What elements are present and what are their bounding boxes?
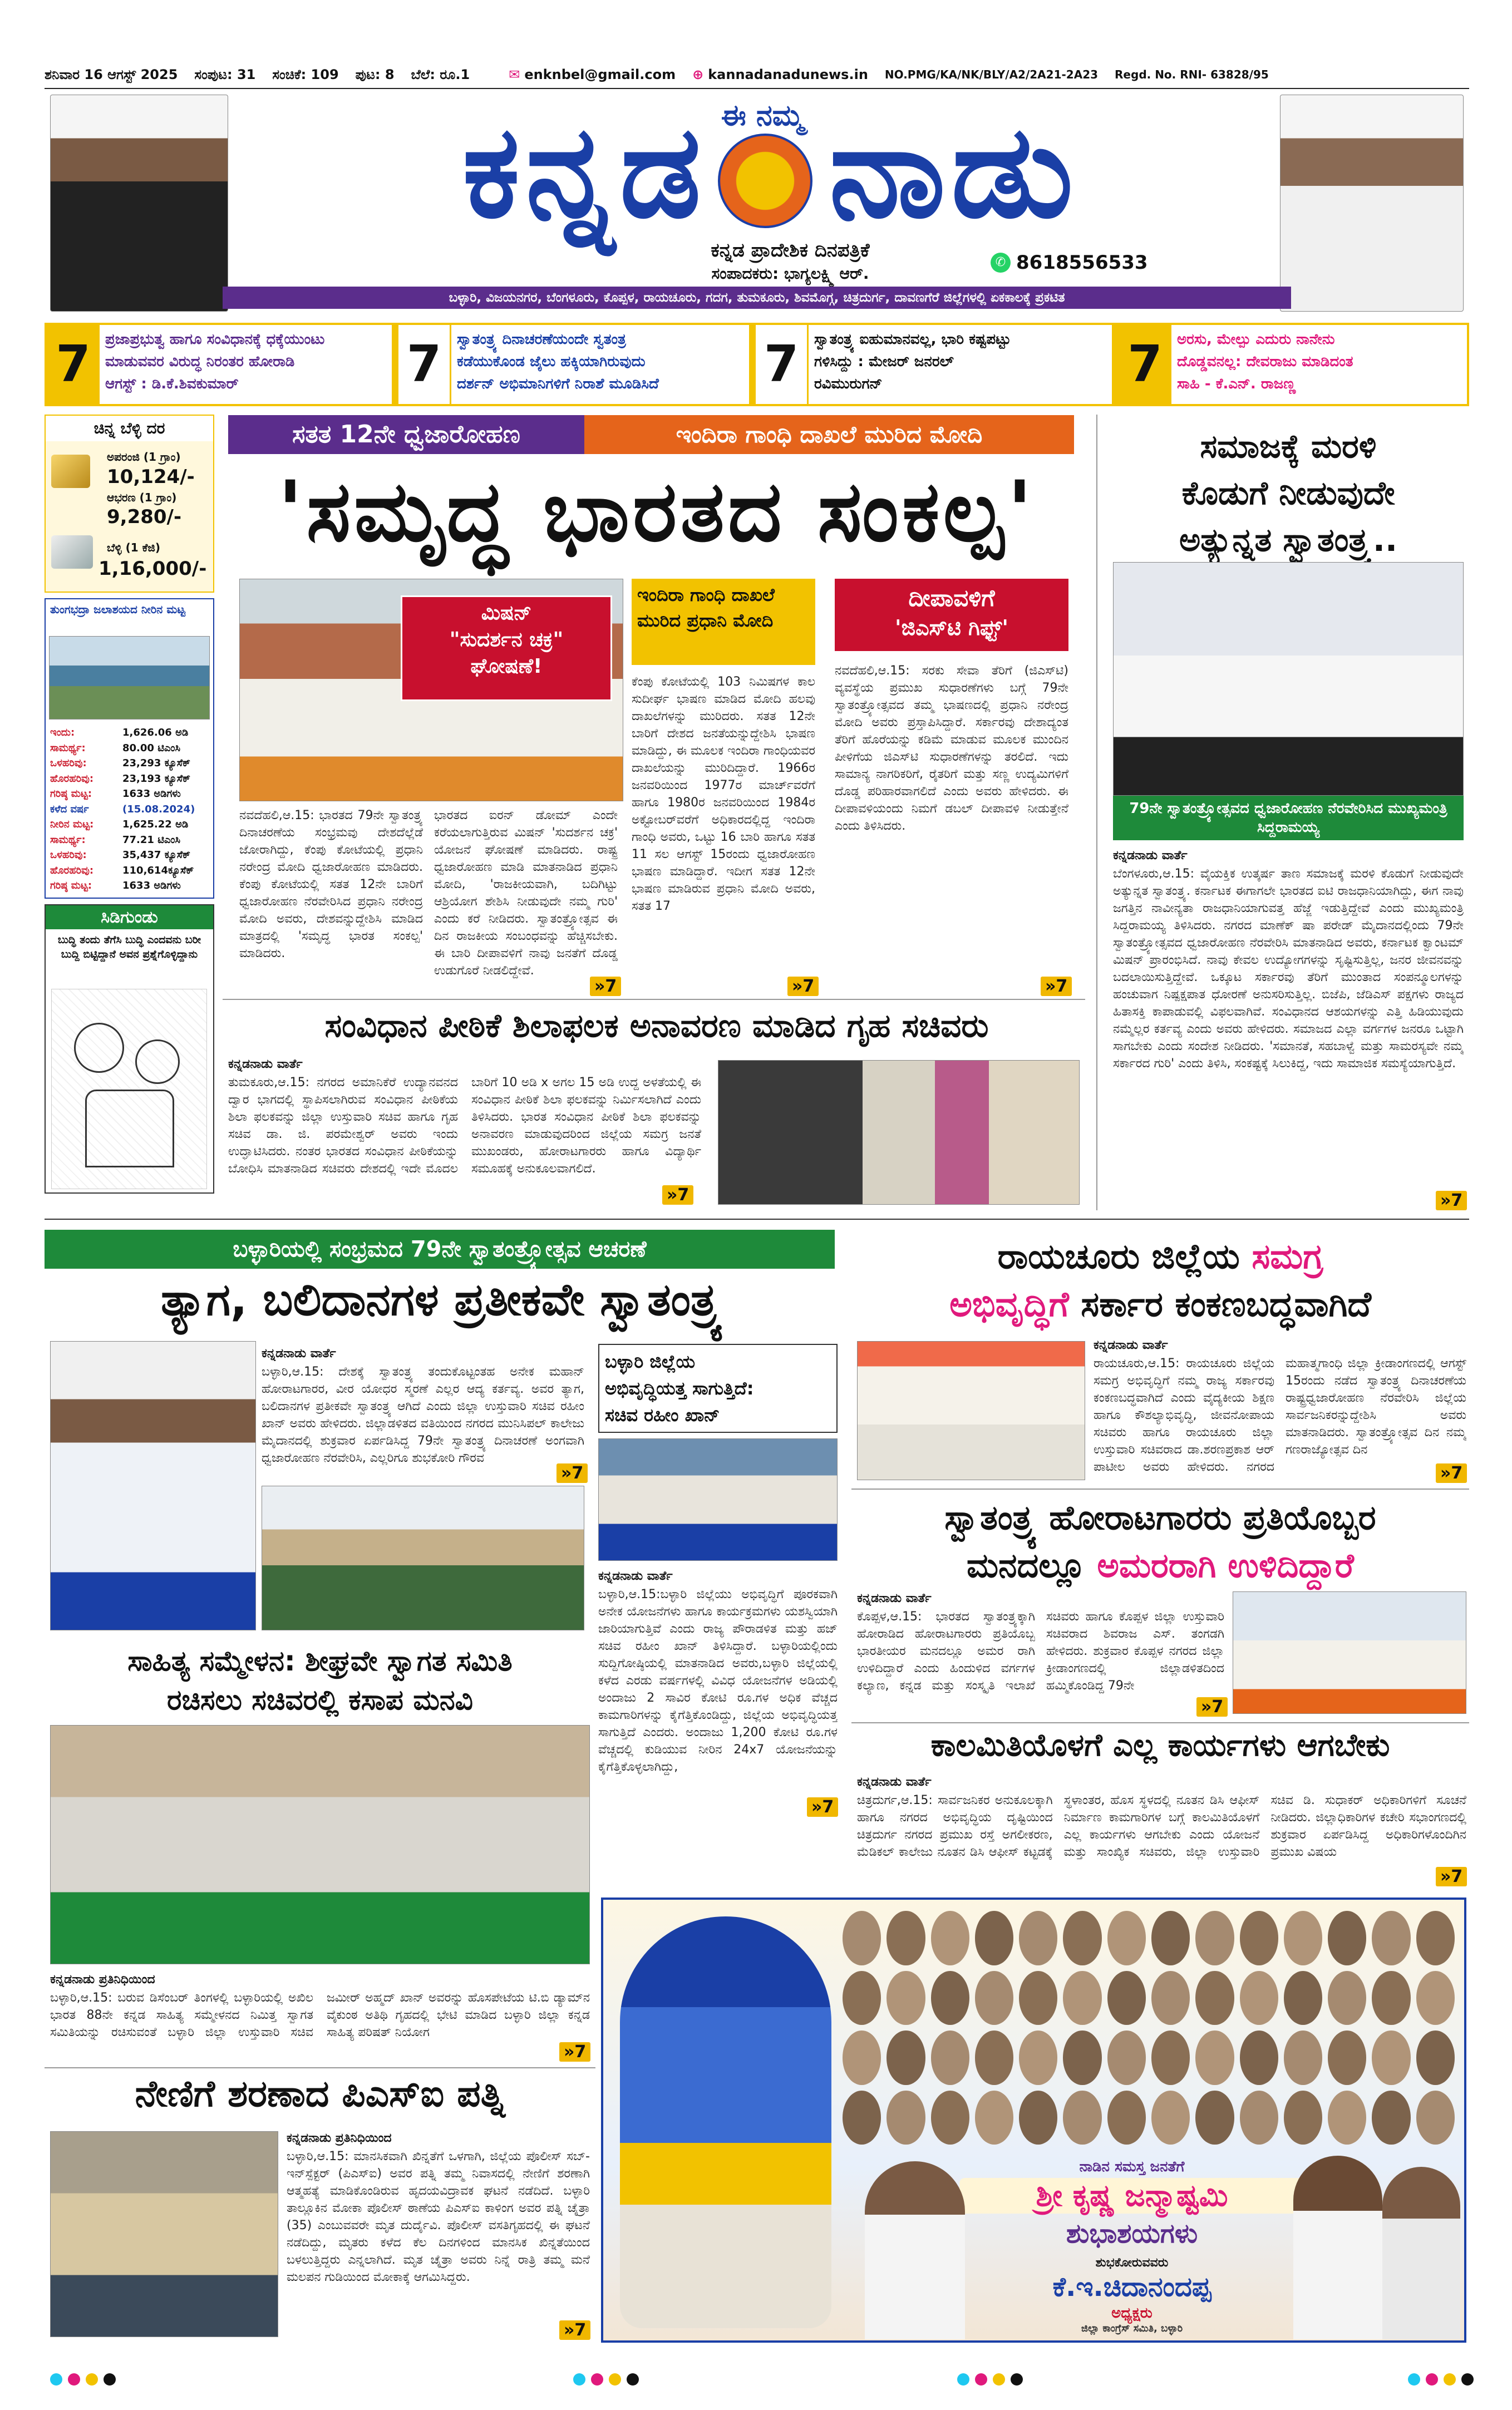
registration-marks-right xyxy=(1408,2373,1474,2386)
lead-text-col-4 xyxy=(835,662,1068,990)
teaser-item[interactable] xyxy=(756,325,1112,404)
registration-marks-left xyxy=(50,2373,116,2386)
price-title: ಚಿನ್ನ ಬೆಳ್ಳಿ ದರ xyxy=(46,416,213,441)
dam-stats xyxy=(50,725,211,894)
teaser-line: ಸಾಹಿ - ಕೆ.ಎನ್. ರಾಜಣ್ಣ xyxy=(1177,376,1296,392)
cartoon-box xyxy=(45,904,214,1194)
sahitya-headline-line-2: ರಚಿಸಲು ಸಚಿವರಲ್ಲಿ ಕಸಾಪ ಮನವಿ xyxy=(167,1684,473,1716)
teaser-line: ಪ್ರಜಾಪ್ರಭುತ್ವ ಹಾಗೂ ಸಂವಿಧಾನಕ್ಕೆ ಧಕ್ಕೆಯುಂಟು xyxy=(105,331,325,348)
dam-stat-value: 1,626.06 ಅಡಿ xyxy=(122,727,189,738)
gold24-value: 10,124/- xyxy=(107,466,195,488)
dam-stat-value: (15.08.2024) xyxy=(122,803,195,815)
continue-page-7[interactable]: »7 xyxy=(787,977,819,996)
issue-price: ಬೆಲೆ: ರೂ.1 xyxy=(411,67,470,82)
karnataka-emblem xyxy=(718,134,812,228)
portrait-left xyxy=(50,95,228,312)
dam-title: ತುಂಗಭದ್ರಾ ಜಲಾಶಯದ ನೀರಿನ ಮಟ್ಟ xyxy=(50,603,185,616)
contact-phone[interactable]: 8618556533 xyxy=(1016,252,1148,274)
registration-marks-center-left xyxy=(573,2373,639,2386)
lead-body: ನವದೆಹಲಿ,ಆ.15: ಭಾರತದ 79ನೇ ಸ್ವಾತಂತ್ರ್ಯ ದಿನಾಚರಣೆಯ ಸಂಭ್ರಮವು ದೇಶದೆಲ್ಲೆಡೆ ಜೋರಾಗಿದ್ದು, ಕೆಂಪು ಕೋಟೆಯಲ್ಲಿ ಪ್ರಧಾನಿ ನರೇಂದ್ರ ಮೋದಿ ಧ್ವಜಾರೋಹಣ ಮಾಡಿದರು. ಕೆಂಪು ಕೋಟೆಯಲ್ಲಿ ಸತತ 12ನೇ ಬಾರಿಗೆ ಧ್ವಜಾರೋಹಣ ನೆರವೇರಿಸಿದ ಪ್ರಧಾನಿ ನರೇಂದ್ರ ಮೋದಿ ಅವರು, ದೇಶವನ್ನುದ್ದೇಶಿಸಿ ಮಾಡಿದ ಮಾತ್ರದಲ್ಲಿ 'ಸಮೃದ್ಧ ಭಾರತ ಸಂಕಲ್ಪ' ಮಾಡಿದರು. xyxy=(239,809,423,960)
dam-stat-label: ಒಳಹರಿವು: xyxy=(50,849,87,861)
raichur-headline-part: ರಾಯಚೂರು ಜಿಲ್ಲೆಯ xyxy=(997,1236,1252,1277)
registration-marks-center-right xyxy=(957,2373,1023,2386)
bellary-subbox-line-1: ಬಳ್ಳಾರಿ ಜಿಲ್ಲೆಯ xyxy=(605,1351,695,1372)
lead-text-col-2 xyxy=(434,807,618,990)
lead-body: ಕೆಂಪು ಕೋಟೆಯಲ್ಲಿ 103 ನಿಮಿಷಗಳ ಕಾಲ ಸುದೀರ್ಘ ಭಾಷಣ ಮಾಡಿದ ಮೋದಿ ಹಲವು ದಾಖಲೆಗಳನ್ನು ಮುರಿದರು. ಸತತ 12ನೇ ಬಾರಿಗೆ ದೇಶದ ಜನತೆಯನ್ನುದ್ದೇಶಿಸಿ ಭಾಷಣ ಮಾಡಿದ್ದು, ಈ ಮೂಲಕ ಇಂದಿರಾ ಗಾಂಧಿಯವರ ದಾಖಲೆಯನ್ನು ಮುರಿದಿದ್ದಾರೆ. 1966ರ ಜನವರಿಯಿಂದ 1977ರ ಮಾರ್ಚ್‌ವರೆಗೆ ಹಾಗೂ 1980ರ ಜನವರಿಯಿಂದ 1984ರ ಅಕ್ಟೋಬರ್‌ವರೆಗೆ ಅಧಿಕಾರದಲ್ಲಿದ್ದ ಇಂದಿರಾ ಗಾಂಧಿ ಅವರು, ಒಟ್ಟು 16 ಬಾರಿ ಹಾಗೂ ಸತತ 11 ಸಲ ಆಗಸ್ಟ್ 15ರಂದು ಧ್ವಜಾರೋಹಣ ಭಾಷಣ ಮಾಡಿದ್ದಾರೆ. ಇದೀಗ ಸತತ 12ನೇ ಭಾಷಣ ಮಾಡಿರುವ ಪ್ರಧಾನಿ ಮೋದಿ ಅವರು, ಸತತ 17 xyxy=(632,675,815,913)
teaser-item[interactable] xyxy=(1119,325,1467,404)
cm-headline-line-3: ಅತ್ಯುನ್ನತ ಸ್ವಾತಂತ್ರ್ಯ.. xyxy=(1179,521,1398,559)
ad-greeting-pre: ನಾಡಿನ ಸಮಸ್ತ ಜನತೆಗೆ xyxy=(1079,2158,1185,2175)
koppal-byline: ಕನ್ನಡನಾಡು ವಾರ್ತೆ xyxy=(857,1591,932,1605)
sahitya-text xyxy=(50,1989,590,2059)
ad-leader-photo-far-right xyxy=(1382,2167,1460,2339)
ad-greeting-sub: ಶುಭಾಶಯಗಳು xyxy=(1066,2218,1198,2249)
portrait-right xyxy=(1280,95,1464,312)
cm-photo xyxy=(1113,562,1464,796)
continue-page-7[interactable]: »7 xyxy=(1196,1697,1228,1717)
cartoon-drawing xyxy=(51,989,207,1189)
kalamiti-body: ಚಿತ್ರದುರ್ಗ,ಆ.15: ಸಾರ್ವಜನಿಕರ ಅನುಕೂಲಕ್ಕಾಗಿ ಹಾಗೂ ನಗರದ ಅಭಿವೃದ್ಧಿಯ ದೃಷ್ಟಿಯಿಂದ ಚಿತ್ರದುರ್ಗ ನಗರದ ಪ್ರಮುಖ ರಸ್ತೆ ಅಗಲೀಕರಣ, ಮೆಡಿಕಲ್ ಕಾಲೇಜು ನೂತನ ಡಿಸಿ ಆಫೀಸ್ ಕಟ್ಟಡಕ್ಕೆ ಸ್ಥಳಾಂತರ, ಹೊಸ ಸ್ಥಳದಲ್ಲಿ ನೂತನ ಡಿಸಿ ಆಫೀಸ್ ನಿರ್ಮಾಣ ಕಾಮಗಾರಿಗಳ ಬಗ್ಗೆ ಕಾಲಮಿತಿಯೊಳಗೆ ಎಲ್ಲ ಕಾರ್ಯಗಳು ಆಗಬೇಕು ಎಂದು ಯೋಜನೆ ಮತ್ತು ಸಾಂಖ್ಯಿಕ ಸಚಿವರು, ಜಿಲ್ಲಾ ಉಸ್ತುವಾರಿ ಸಚಿವ ಡಿ. ಸುಧಾಕರ್ ಅಧಿಕಾರಿಗಳಿಗೆ ಸೂಚನೆ ನೀಡಿದರು. ಜಿಲ್ಲಾಧಿಕಾರಿಗಳ ಕಚೇರಿ ಸಭಾಂಗಣದಲ್ಲಿ ಶುಕ್ರವಾರ ಏರ್ಪಡಿಸಿದ್ದ ಅಧಿಕಾರಿಗಳೊಂದಿಗಿನ ಪ್ರಮುಖ ವಿಷಯ xyxy=(857,1793,1466,1859)
cm-body: ಬೆಂಗಳೂರು,ಆ.15: ವೈಯಕ್ತಿಕ ಉತ್ಕರ್ಷ ತಾಣ ಸಮಾಜಕ್ಕೆ ಮರಳಿ ಕೊಡುಗೆ ನೀಡುವುದೇ ಅತ್ಯುನ್ನತ ಸ್ವಾತಂತ್ರ್ಯ. ಕರ್ನಾಟಕ ಈಗಾಗಲೇ ಭಾರತದ ಐಟಿ ರಾಜಧಾನಿಯಾಗಿದ್ದು, ಈಗ ನಾವು ಜಗತ್ತಿನ ನಾವೀನ್ಯತಾ ರಾಜಧಾನಿಯಾಗುವತ್ತ ಹೆಜ್ಜೆ ಇಡುತ್ತಿದ್ದೇವೆ ಎಂದು ಮುಖ್ಯಮಂತ್ರಿ ಸಿದ್ದರಾಮಯ್ಯ ತಿಳಿಸಿದರು. ನಗರದ ಮಾಣೆಕ್ ಷಾ ಪರೇಡ್ ಮೈದಾನದಲ್ಲಿಂದು 79ನೇ ಸ್ವಾತಂತ್ರ್ಯೋತ್ಸವದ ಧ್ವಜಾರೋಹಣ ನೆರವೇರಿಸಿ ಮಾತನಾಡಿದ ಅವರು, ಕರ್ನಾಟಕ ಕ್ವಾಂಟಮ್ ಮಿಷನ್ ಪ್ರಾರಂಭಿಸಿದೆ. ನಾವು ಕೇವಲ ಉದ್ಯೋಗಗಳನ್ನು ಸೃಷ್ಟಿಸುತ್ತಿಲ್ಲ, ಜನರ ಜೀವನವನ್ನು ಬದಲಾಯಿಸುತ್ತಿದ್ದೇವೆ. ಒಕ್ಕೂಟ ಸರ್ಕಾರವು ತೆರಿಗೆ ಮುಂತಾದ ಸಂಪನ್ಮೂಲಗಳನ್ನು ಹಂಚುವಾಗ ನಿಷ್ಪಕ್ಷಪಾತ ಧೋರಣೆ ಅನುಸರಿಸುತ್ತಿಲ್ಲ. ಬಿಜೆಪಿ, ಜೆಡಿಎಸ್ ಪಕ್ಷಗಳು ರಾಜ್ಯದ ಹಿತಾಸಕ್ತಿ ಕಾಪಾಡುವಲ್ಲಿ ವಿಫಲವಾಗಿವೆ. ಸಂವಿಧಾನದ ಆಶಯಗಳನ್ನು ಎತ್ತಿ ಹಿಡಿಯುವುದು ನಮ್ಮೆಲ್ಲರ ಕರ್ತವ್ಯ ಎಂದು ಅವರು ಹೇಳಿದರು. ಸಮಾಜದ ಎಲ್ಲಾ ವರ್ಗಗಳ ಜನರೂ ಒಟ್ಟಾಗಿ ಸಾಗಬೇಕು ಎಂದು ಸಂದೇಶ ನೀಡಿದರು. 'ಸಮಾನತೆ, ಸಹಬಾಳ್ವೆ ಮತ್ತು ಸಾಮರಸ್ಯವೇ ನಮ್ಮ ಸರ್ಕಾರದ ಗುರಿ' ಎಂದು ತಿಳಿಸಿ, ಸಂಕಷ್ಟಕ್ಕೆ ಸಿಲುಕಿದ್ದ, ಇದು ಸಾಮಾಜಿಕ ಸಮಸ್ಯೆಯಾಗುತ್ತಿದೆ. xyxy=(1113,867,1464,1071)
page-count: ಪುಟ: 8 xyxy=(355,67,395,82)
bellary-speaker-photo xyxy=(50,1341,256,1630)
sahitya-byline: ಕನ್ನಡನಾಡು ಪ್ರತಿನಿಧಿಯಿಂದ xyxy=(50,1973,155,1987)
title-pre: ಈ ನಮ್ಮ xyxy=(721,99,804,132)
continue-page-7[interactable]: »7 xyxy=(662,1185,693,1205)
cm-headline-line-2: ಕೊಡುಗೆ ನೀಡುವುದೇ xyxy=(1181,474,1395,512)
leader-photos-grid xyxy=(843,1911,1455,2145)
kalamiti-text xyxy=(857,1792,1466,1886)
cartoon-caption: ಬುದ್ಧಿ ತಂದು ತೆಗೆಸಿ ಬುದ್ಧಿ ಎಂದವನು ಬರೀ ಬುದ್ದಿ ಬಿಟ್ಟಿದ್ದಾನೆ ಅವನ ಪ್ರಶ್ನೆಗೊಳ್ಳಿದ್ದಾನು xyxy=(57,934,201,960)
districts-banner xyxy=(223,287,1291,309)
price-box xyxy=(45,415,214,593)
dam-stat-value: 1,625.22 ಅಡಿ xyxy=(122,819,189,830)
samvidhana-text xyxy=(228,1074,701,1202)
bellary-parade-photo xyxy=(262,1486,584,1630)
koppal-body: ಕೊಪ್ಪಳ,ಆ.15: ಭಾರತದ ಸ್ವಾತಂತ್ರ್ಯಕ್ಕಾಗಿ ಹೋರಾಡಿದ ಹೋರಾಟಗಾರರು ಪ್ರತಿಯೊಬ್ಬ ಭಾರತೀಯರ ಮನದಲ್ಲೂ ಅಮರ ರಾಗಿ ಉಳಿದಿದ್ದಾರೆ ಎಂದು ಹಿಂದುಳಿದ ವರ್ಗಗಳ ಕಲ್ಯಾಣ, ಕನ್ನಡ ಮತ್ತು ಸಂಸ್ಕೃತಿ ಇಲಾಖೆ ಸಚಿವರು ಹಾಗೂ ಕೊಪ್ಪಳ ಜಿಲ್ಲಾ ಉಸ್ತುವಾರಿ ಸಚಿವರಾದ ಶಿವರಾಜ ಎಸ್. ತಂಗಡಗಿ ಹೇಳಿದರು. ಶುಕ್ರವಾರ ಕೊಪ್ಪಳ ನಗರದ ಜಿಲ್ಲಾ ಕ್ರೀಡಾಂಗಣದಲ್ಲಿ ಜಿಲ್ಲಾಡಳಿತದಿಂದ ಹಮ್ಮಿಕೊಂಡಿದ್ದ 79ನೇ xyxy=(857,1610,1224,1693)
teaser-line: ಅರಸು, ಮೇಲ್ಪು ಎದುರು ನಾನೇನು xyxy=(1177,331,1335,348)
kalamiti-byline: ಕನ್ನಡನಾಡು ವಾರ್ತೆ xyxy=(857,1775,932,1789)
issue-number: ಸಂಚಿಕೆ: 109 xyxy=(272,67,339,82)
issue-date: ಶನಿವಾರ 16 ಆಗಸ್ಟ್ 2025 xyxy=(45,67,178,82)
koppal-headline-accent: ಅಮರರಾಗಿ ಉಳಿದಿದ್ದಾರೆ xyxy=(1097,1546,1354,1585)
continue-page-7[interactable]: »7 xyxy=(556,1463,588,1483)
dam-stat-label: ಇಂದು: xyxy=(50,727,75,738)
dam-stat-value: 1633 ಅಡಿಗಳು xyxy=(122,788,181,800)
koppal-photo xyxy=(1233,1591,1466,1714)
silver-bars-icon xyxy=(51,535,93,569)
silver-value: 1,16,000/- xyxy=(98,558,207,580)
section-rule xyxy=(851,1489,1469,1490)
teaser-line: ಗಳಿಸಿದ್ದು : ಮೇಜರ್ ಜನರಲ್ xyxy=(814,353,954,370)
dam-stat-label: ಗರಿಷ್ಠ ಮಟ್ಟ: xyxy=(50,880,92,891)
koppal-headline-part: ಮನದಲ್ಲೂ xyxy=(967,1546,1097,1585)
lead-text-col-1 xyxy=(239,807,423,990)
ad-sponsor-org: ಜಿಲ್ಲಾ ಕಾಂಗ್ರೆಸ್ ಸಮಿತಿ, ಬಳ್ಳಾರಿ xyxy=(1081,2323,1183,2334)
bellary-kicker: ಬಳ್ಳಾರಿಯಲ್ಲಿ ಸಂಭ್ರಮದ 79ನೇ ಸ್ವಾತಂತ್ರ್ಯೋತ್ಸವ ಆಚರಣೆ xyxy=(45,1230,835,1269)
bellary-byline: ಕನ್ನಡನಾಡು ವಾರ್ತೆ xyxy=(262,1347,336,1361)
kalamiti-headline: ಕಾಲಮಿತಿಯೊಳಗೆ ಎಲ್ಲ ಕಾರ್ಯಗಳು ಆಗಬೇಕು xyxy=(930,1727,1390,1763)
ad-leader-photo-right xyxy=(1293,2156,1382,2339)
lead-body: ನವದೆಹಲಿ,ಆ.15: ಸರಕು ಸೇವಾ ತೆರಿಗೆ (ಜಿಎಸ್‌ಟಿ) ವ್ಯವಸ್ಥೆಯ ಪ್ರಮುಖ ಸುಧಾರಣೆಗಳು ಬಗ್ಗೆ 79ನೇ ಸ್ವಾತಂತ್ರ್ಯೋತ್ಸವದ ತಮ್ಮ ಭಾಷಣದಲ್ಲಿ ಪ್ರಧಾನಿ ನರೇಂದ್ರ ಮೋದಿ ಅವರು ಪ್ರಸ್ತಾಪಿಸಿದ್ದಾರೆ. ಸರ್ಕಾರವು ದೇಶಾದ್ಯಂತ ತೆರಿಗೆ ಹೊರೆಯನ್ನು ಕಡಿಮೆ ಮಾಡುವ ಮೂಲಕ ಮುಂದಿನ ಪೀಳಿಗೆಯ ಜಿಎಸ್‌ಟಿ ಸುಧಾರಣೆಗಳನ್ನು ತರಲಿದೆ. ಇದು ಸಾಮಾನ್ಯ ನಾಗರಿಕರಿಗೆ, ರೈತರಿಗೆ ಮತ್ತು ಸಣ್ಣ ಉದ್ಯಮಿಗಳಿಗೆ ದೊಡ್ಡ ಪರಿಹಾರವಾಗಲಿದೆ ಎಂದು ಅವರು ಹೇಳಿದರು. ಈ ದೀಪಾವಳಿಯಂದು ನಿಮಗೆ ಡಬಲ್ ದೀಪಾವಳಿ ನೀಡುತ್ತೇನೆ ಎಂದು ತಿಳಿಸಿದರು. xyxy=(835,664,1068,833)
bellary-byline-2: ಕನ್ನಡನಾಡು ವಾರ್ತೆ xyxy=(598,1569,673,1583)
raichur-body: ರಾಯಚೂರು,ಆ.15: ರಾಯಚೂರು ಜಿಲ್ಲೆಯ ಸಮಗ್ರ ಅಭಿವೃದ್ಧಿಗೆ ನಮ್ಮ ರಾಜ್ಯ ಸರ್ಕಾರವು ಕಂಕಣಬದ್ಧವಾಗಿದೆ ಎಂದು ವೈದ್ಯಕೀಯ ಶಿಕ್ಷಣ ಹಾಗೂ ಕೌಶಲ್ಯಾಭಿವೃದ್ಧಿ, ಜೀವನೋಪಾಯ ಸಚಿವರು ಹಾಗೂ ರಾಯಚೂರು ಜಿಲ್ಲಾ ಉಸ್ತುವಾರಿ ಸಚಿವರಾದ ಡಾ.ಶರಣಪ್ರಕಾಶ ಆರ್ ಪಾಟೀಲ ಅವರು ಹೇಳಿದರು. ನಗರದ ಮಹಾತ್ಮಗಾಂಧಿ ಜಿಲ್ಲಾ ಕ್ರೀಡಾಂಗಣದಲ್ಲಿ ಆಗಸ್ಟ್ 15ರಂದು ನಡೆದ ಸ್ವಾತಂತ್ರ್ಯ ದಿನಾಚರಣೆಯ ರಾಷ್ಟ್ರಧ್ವಜಾರೋಹಣ ನೆರವೇರಿಸಿ ಜಿಲ್ಲೆಯ ಸಾರ್ವಜನಿಕರನ್ನುದ್ದೇಶಿಸಿ ಅವರು ಮಾತನಾಡಿದರು. ಸ್ವಾತಂತ್ರ್ಯೋತ್ಸವ ದಿನ ನಮ್ಮ ಗಣರಾಜ್ಯೋತ್ಸವ ದಿನ xyxy=(1094,1357,1466,1474)
cm-byline: ಕನ್ನಡನಾಡು ವಾರ್ತೆ xyxy=(1113,849,1188,863)
teaser-page-number: 7 xyxy=(398,325,451,404)
dam-photo xyxy=(49,636,210,719)
continue-page-7[interactable]: »7 xyxy=(1041,977,1072,996)
dam-stat-value: 80.00 ಟಿಎಂಸಿ xyxy=(122,742,181,754)
teaser-page-number: 7 xyxy=(47,325,100,404)
teaser-item[interactable] xyxy=(47,325,392,404)
masthead-title-right: ನಾಡು xyxy=(829,98,1079,247)
raichur-headline-accent: ಅಭಿವೃದ್ಧಿಗೆ xyxy=(949,1284,1069,1324)
cm-text xyxy=(1113,865,1464,1205)
samvidhana-body: ತುಮಕೂರು,ಆ.15: ನಗರದ ಅಮಾನಿಕೆರೆ ಉದ್ಯಾನವನದ ದ್ವಾರ ಭಾಗದಲ್ಲಿ ಸ್ಥಾಪಿಸಲಾಗಿರುವ ಸಂವಿಧಾನ ಪೀಠಿಕೆಯ ಶಿಲಾ ಫಲಕವನ್ನು ಜಿಲ್ಲಾ ಉಸ್ತುವಾರಿ ಸಚಿವ ಹಾಗೂ ಗೃಹ ಸಚಿವ ಡಾ. ಜಿ. ಪರಮೇಶ್ವರ್ ಅವರು ಇಂದು ಉದ್ಘಾಟಿಸಿದರು. ನಂತರ ಭಾರತದ ಸಂವಿಧಾನ ಪೀಠಿಕೆಯನ್ನು ಬೋಧಿಸಿ ಮಾತನಾಡಿದ ಸಚಿವರು ದೇಶದಲ್ಲಿ ಇದೇ ಮೊದಲ ಬಾರಿಗೆ 10 ಅಡಿ x ಅಗಲ 15 ಅಡಿ ಉದ್ದ ಅಳತೆಯಲ್ಲಿ ಈ ಸಂವಿಧಾನ ಪೀಠಿಕೆ ಶಿಲಾ ಫಲಕವನ್ನು ನಿರ್ಮಿಸಲಾಗಿದೆ ಎಂದು ತಿಳಿಸಿದರು. ಭಾರತ ಸಂವಿಧಾನ ಪೀಠಿಕೆ ಶಿಲಾ ಫಲಕವನ್ನು ಅನಾವರಣ ಮಾಡುವುದರಿಂದ ಜಿಲ್ಲೆಯ ಸಮಗ್ರ ಜನತೆ ಮುಖಂಡರು, ಹೋರಾಟಗಾರರು ಹಾಗೂ ವಿದ್ಯಾರ್ಥಿ ಸಮೂಹಕ್ಕೆ ಅನುಕೂಲವಾಗಲಿದೆ. xyxy=(228,1076,701,1176)
masthead-tagline: ಕನ್ನಡ ಪ್ರಾದೇಶಿಕ ದಿನಪತ್ರಿಕೆ xyxy=(711,239,870,262)
samvidhana-headline: ಸಂವಿಧಾನ ಪೀಠಿಕೆ ಶಿಲಾಫಲಕ ಅನಾವರಣ ಮಾಡಿದ ಗೃಹ ಸಚಿವರು xyxy=(324,1007,989,1044)
section-rule xyxy=(223,999,1085,1000)
rni-reg-no: Regd. No. RNI- 63828/95 xyxy=(1115,68,1269,81)
psi-text xyxy=(287,2148,590,2334)
koppal-headline-line-1: ಸ್ವಾತಂತ್ರ್ಯ ಹೋರಾಟಗಾರರು ಪ್ರತಿಯೊಬ್ಬರ xyxy=(944,1499,1376,1537)
raichur-headline-accent: ಸಮಗ್ರ xyxy=(1252,1236,1323,1277)
gold22-label: ಆಭರಣ (1 ಗ್ರಾಂ) xyxy=(107,491,177,504)
cm-column-frame xyxy=(1096,415,1097,1210)
masthead-title-left: ಕನ್ನಡ xyxy=(462,98,707,247)
continue-page-7[interactable]: »7 xyxy=(1436,1191,1467,1210)
bellary-body: ಬಳ್ಳಾರಿ,ಆ.15: ದೇಶಕ್ಕೆ ಸ್ವಾತಂತ್ರ್ಯ ತಂದುಕೊಟ್ಟಂತಹ ಅನೇಕ ಮಹಾನ್ ಹೋರಾಟಗಾರರ, ವೀರ ಯೋಧರ ಸ್ಮರಣೆ ಎಲ್ಲರ ಆದ್ಯ ಕರ್ತವ್ಯ. ಅವರ ತ್ಯಾಗ, ಬಲಿದಾನಗಳ ಪ್ರತೀಕವೇ ಸ್ವಾತಂತ್ರ್ಯ ಆಗಿದೆ ಎಂದು ಜಿಲ್ಲಾ ಉಸ್ತುವಾರಿ ಸಚಿವ ರಹೀಂ ಖಾನ್ ಅವರು ಹೇಳಿದರು. ಜಿಲ್ಲಾಡಳಿತದ ವತಿಯಿಂದ ನಗರದ ಮುನಿಸಿಪಲ್ ಕಾಲೇಜು ಮೈದಾನದಲ್ಲಿ ಶುಕ್ರವಾರ ಏರ್ಪಡಿಸಿದ್ದ 79ನೇ ಸ್ವಾತಂತ್ರ್ಯ ದಿನಾಚರಣೆ ಅಂಗವಾಗಿ ಧ್ವಜಾರೋಹಣ ನೆರವೇರಿಸಿ, ಎಲ್ಲರಿಗೂ ಶುಭಕೋರಿ ಗೌರವ xyxy=(262,1365,584,1465)
silver-label: ಬೆಳ್ಳಿ (1 ಕೆಜಿ) xyxy=(107,541,160,554)
email-icon: ✉ xyxy=(509,67,520,82)
raichur-headline-part: ಸರ್ಕಾರ ಕಂಕಣಬದ್ಧವಾಗಿದೆ xyxy=(1068,1284,1371,1324)
sahitya-headline xyxy=(45,1642,595,1719)
lead-body: ಭಾರತದ ಐರನ್ ಡೋಮ್ ಎಂದೇ ಕರೆಯಲಾಗುತ್ತಿರುವ ಮಿಷನ್ 'ಸುದರ್ಶನ ಚಕ್ರ' ಯೋಜನೆ ಘೋಷಣೆ ಮಾಡಿದರು. ರಾಷ್ಟ್ರ ಧ್ವಜಾರೋಹಣ ಮಾಡಿ ಮಾತನಾಡಿದ ಪ್ರಧಾನಿ ಮೋದಿ, 'ರಾಜಕೀಯವಾಗಿ, ಬದಿಗಿಟ್ಟು ಆಶ್ರಿಯೋಗ ಶೇಶಿಸಿ ನೀಡುವುದೇ ನಮ್ಮ ಗುರಿ' ಎಂದು ಕರೆ ನೀಡಿದರು. ಸ್ವಾತಂತ್ರ್ಯೋತ್ಸವ ಈ ದಿನ ರಾಜಕೀಯ ಸಂಬಂಧವನ್ನು ಹೆಚ್ಚಿಸಬೇಕು. ಈ ಬಾರಿ ದೀಪಾವಳಿಗೆ ನಾವು ಜನತೆಗೆ ದೊಡ್ಡ ಉಡುಗೊರೆ ನೀಡಲಿದ್ದೇವೆ. xyxy=(434,809,618,978)
dam-stat-value: 35,437 ಕ್ಯೂಸೆಕ್ xyxy=(122,849,191,861)
issue-volume: ಸಂಪುಟ: 31 xyxy=(194,67,256,82)
top-rule xyxy=(45,88,1469,89)
phone-block xyxy=(991,252,1158,274)
masthead-top-bar xyxy=(45,62,1469,87)
koppal-headline xyxy=(851,1494,1469,1590)
diwali-line-2: 'ಜಿಎಸ್‌ಟಿ ಗಿಫ್ಟ್' xyxy=(895,615,1008,640)
bellary-body-2: ಬಳ್ಳಾರಿ,ಆ.15:ಬಳ್ಳಾರಿ ಜಿಲ್ಲೆಯು ಅಭಿವೃದ್ಧಿಗೆ ಪೂರಕವಾಗಿ ಅನೇಕ ಯೋಜನೆಗಳು ಹಾಗೂ ಕಾರ್ಯಕ್ರಮಗಳು ಯಶಸ್ವಿಯಾಗಿ ಜಾರಿಯಾಗುತ್ತಿವೆ ಎಂದು ರಾಜ್ಯ ಪೌರಾಡಳಿತ ಮತ್ತು ಹಜ್ ಸಚಿವ ರಹೀಂ ಖಾನ್ ತಿಳಿಸಿದ್ದಾರೆ. ಬಳ್ಳಾರಿಯಲ್ಲಿಂದು ಸುದ್ದಿಗೋಷ್ಠಿಯಲ್ಲಿ ಮಾತನಾಡಿದ ಅವರು,ಬಳ್ಳಾರಿ ಜಿಲ್ಲೆಯಲ್ಲಿ ಕಳೆದ ಎರಡು ವರ್ಷಗಳಲ್ಲಿ ವಿವಿಧ ಯೋಜನೆಗಳ ಅಡಿಯಲ್ಲಿ ಅಂದಾಜು 2 ಸಾವಿರ ಕೋಟಿ ರೂ.ಗಳ ಅಧಿಕ ವೆಚ್ಚದ ಕಾಮಗಾರಿಗಳನ್ನು ಕೈಗೆತ್ತಿಕೊಂಡಿದ್ದು, ಜಿಲ್ಲೆಯ ಅಭಿವೃದ್ಧಿಯತ್ತ ಸಾಗುತ್ತಿದೆ ಎಂದರು. ಅಂದಾಜು 1,200 ಕೋಟಿ ರೂ.ಗಳ ವೆಚ್ಚದಲ್ಲಿ ಕುಡಿಯುವ ನೀರಿನ 24x7 ಯೋಜನೆಯನ್ನು ಕೈಗೆತ್ತಿಕೊಳ್ಳಲಾಗಿದ್ದು, xyxy=(598,1588,838,1774)
dam-stat-label: ಹೊರಹರಿವು: xyxy=(50,864,94,876)
diwali-line-1: ದೀಪಾವಳಿಗೆ xyxy=(908,584,995,612)
continue-page-7[interactable]: »7 xyxy=(807,1797,838,1817)
lead-kicker-2: ಇಂದಿರಾ ಗಾಂಧಿ ದಾಖಲೆ ಮುರಿದ ಮೋದಿ xyxy=(584,415,1074,454)
psi-body: ಬಳ್ಳಾರಿ,ಆ.15: ಮಾನಸಿಕವಾಗಿ ಖಿನ್ನತೆಗೆ ಒಳಗಾಗಿ, ಜಿಲ್ಲೆಯ ಪೊಲೀಸ್ ಸಬ್-ಇನ್‌ಸ್ಪೆಕ್ಟರ್ (ಪಿಎಸ್‌ಐ) ಅವರ ಪತ್ನಿ ತಮ್ಮ ನಿವಾಸದಲ್ಲಿ ನೇಣಿಗೆ ಶರಣಾಗಿ ಆತ್ಮಹತ್ಯೆ ಮಾಡಿಕೊಂಡಿರುವ ಹೃದಯವಿದ್ರಾವಕ ಘಟನೆ ನಡೆದಿದೆ. ಬಳ್ಳಾರಿ ತಾಲ್ಲೂಕಿನ ಮೋಕಾ ಪೊಲೀಸ್ ಠಾಣೆಯ ಪಿಎಸ್‌ಐ ಕಾಳಿಂಗ ಅವರ ಪತ್ನಿ ಚೈತ್ರಾ (35) ಎಂಬುವವರೇ ಮೃತ ದುರ್ದೈವಿ. ಪೊಲೀಸ್ ವಸತಿಗೃಹದಲ್ಲಿ ಈ ಘಟನೆ ನಡೆದಿದ್ದು, ಮೃತರು ಕಳೆದ ಕೆಲ ದಿನಗಳಿಂದ ಮಾನಸಿಕ ಖಿನ್ನತೆಯಿಂದ ಬಳಲುತ್ತಿದ್ದರು ಎನ್ನಲಾಗಿದೆ. ಮೃತ ಚೈತ್ರಾ ಅವರು ನಿನ್ನೆ ರಾತ್ರಿ ತಮ್ಮ ಮನೆ ಮಲಪನ ಗುಡಿಯಿಂದ ಮೋಕಾಕ್ಕೆ ಆಗಮಿಸಿದ್ದರು. xyxy=(287,2150,590,2284)
diwali-box xyxy=(835,579,1068,651)
teaser-line: ಆಗಸ್ಟ್ : ಡಿ.ಕೆ.ಶಿವಕುಮಾರ್ xyxy=(105,376,239,392)
dam-stat-label: ಕಳೆದ ವರ್ಷ xyxy=(50,803,89,815)
raichur-photo xyxy=(857,1341,1085,1480)
cm-photo-caption: 79ನೇ ಸ್ವಾತಂತ್ರ್ಯೋತ್ಸವದ ಧ್ವಜಾರೋಹಣ ನೆರವೇರಿಸಿದ ಮುಖ್ಯಮಂತ್ರಿ ಸಿದ್ದರಾಮಯ್ಯ xyxy=(1113,796,1464,840)
sahitya-body: ಬಳ್ಳಾರಿ,ಆ.15: ಬರುವ ಡಿಸೆಂಬರ್ ತಿಂಗಳಲ್ಲಿ ಬಳ್ಳಾರಿಯಲ್ಲಿ ಅಖಿಲ ಭಾರತ 88ನೇ ಕನ್ನಡ ಸಾಹಿತ್ಯ ಸಮ್ಮೇಳನದ ನಿಮಿತ್ತ ಸ್ವಾಗತ ಸಮಿತಿಯನ್ನು ರಚಿಸುವಂತೆ ಬಳ್ಳಾರಿ ಜಿಲ್ಲಾ ಉಸ್ತುವಾರಿ ಸಚಿವ ಜಮೀರ್ ಅಹ್ಮದ್ ಖಾನ್ ಅವರನ್ನು ಹೊಸಪೇಟೆಯ ಟಿ.ಬಿ ಡ್ಯಾಮ್‌ನ ವೈಕುಂಠ ಅತಿಥಿ ಗೃಹದಲ್ಲಿ ಭೇಟಿ ಮಾಡಿದ ಬಳ್ಳಾರಿ ಜಿಲ್ಲಾ ಕನ್ನಡ ಸಾಹಿತ್ಯ ಪರಿಷತ್ ನಿಯೋಗ xyxy=(50,1991,590,2039)
psi-headline: ನೇಣಿಗೆ ಶರಣಾದ ಪಿಎಸ್‌ಐ ಪತ್ನಿ xyxy=(135,2072,505,2115)
whatsapp-icon: ✆ xyxy=(991,253,1011,273)
teaser-page-number: 7 xyxy=(1119,325,1171,404)
dam-stat-label: ನೀರಿನ ಮಟ್ಟ: xyxy=(50,819,94,830)
psi-photo xyxy=(50,2131,278,2337)
raichur-byline: ಕನ್ನಡನಾಡು ವಾರ್ತೆ xyxy=(1094,1338,1168,1352)
mission-line-1: ಮಿಷನ್ xyxy=(481,602,532,624)
raichur-headline xyxy=(851,1233,1469,1328)
masthead-editor: ಸಂಪಾದಕರು: ಭಾಗ್ಯಲಕ್ಷ್ಮಿ ಆರ್. xyxy=(711,264,869,283)
continue-page-7[interactable]: »7 xyxy=(1436,1463,1467,1483)
teaser-item[interactable] xyxy=(398,325,749,404)
dam-stat-label: ಸಾಮರ್ಥ್ಯ: xyxy=(50,742,86,754)
samvidhana-photo xyxy=(718,1060,1080,1205)
website-link[interactable]: kannadanadunews.in xyxy=(708,67,868,82)
gold22-value: 9,280/- xyxy=(107,506,182,528)
samvidhana-byline: ಕನ್ನಡನಾಡು ವಾರ್ತೆ xyxy=(228,1057,303,1071)
lead-kicker: ಸತತ 12ನೇ ಧ್ವಜಾರೋಹಣ xyxy=(228,415,584,454)
globe-icon: ⊕ xyxy=(692,67,704,82)
gold24-label: ಅಪರಂಜಿ (1 ಗ್ರಾಂ) xyxy=(107,450,181,464)
bellary-subbox-line-3: ಸಚಿವ ರಹೀಂ ಖಾನ್ xyxy=(605,1404,720,1426)
lead-headline: 'ಸಮೃದ್ಧ ಭಾರತದ ಸಂಕಲ್ಪ' xyxy=(277,464,1036,560)
continue-page-7[interactable]: »7 xyxy=(559,2320,590,2340)
dam-stat-value: 77.21 ಟಿಎಂಸಿ xyxy=(122,834,181,846)
bellary-meeting-photo xyxy=(598,1438,838,1561)
section-rule xyxy=(851,1722,1469,1723)
mission-line-2: "ಸುದರ್ಶನ ಚಕ್ರ" xyxy=(449,628,564,651)
ad-sponsor-label: ಶುಭಕೋರುವವರು xyxy=(1095,2256,1169,2270)
bellary-subbox xyxy=(598,1344,838,1433)
ad-greeting-main: ಶ್ರೀ ಕೃಷ್ಣ ಜನ್ಮಾಷ್ಟಮಿ xyxy=(959,2178,1304,2214)
ad-sponsor-name: ಕೆ.ಇ.ಚಿದಾನಂದಪ್ಪ xyxy=(1052,2271,1211,2303)
postal-reg-no: NO.PMG/KA/NK/BLY/A2/2A21-2A23 xyxy=(884,68,1099,81)
dam-stat-value: 23,193 ಕ್ಯೂಸೆಕ್ xyxy=(122,772,191,785)
mission-line-3: ಘೋಷಣೆ! xyxy=(470,655,543,678)
ad-sponsor-role: ಅಧ್ಯಕ್ಷರು xyxy=(1111,2305,1153,2322)
dam-box xyxy=(45,598,214,899)
continue-page-7[interactable]: »7 xyxy=(559,2042,590,2062)
dam-stat-label: ಸಾಮರ್ಥ್ಯ: xyxy=(50,834,86,846)
dam-stat-label: ಹೊರಹರಿವು: xyxy=(50,772,94,785)
teaser-line: ರವಿಮುರುಗನ್ xyxy=(814,376,883,392)
continue-page-7[interactable]: »7 xyxy=(590,977,621,996)
continue-page-7[interactable]: »7 xyxy=(1436,1867,1467,1886)
dam-stat-value: 1633 ಅಡಿಗಳು xyxy=(122,880,181,891)
bellary-text xyxy=(262,1363,584,1480)
teaser-page-number: 7 xyxy=(756,325,809,404)
indira-box: ಇಂದಿರಾ ಗಾಂಧಿ ದಾಖಲೆ ಮುರಿದ ಪ್ರಧಾನಿ ಮೋದಿ xyxy=(632,579,815,665)
sahitya-photo xyxy=(50,1725,590,1964)
section-rule xyxy=(45,1219,1469,1220)
mission-box xyxy=(401,595,612,701)
bellary-text-2 xyxy=(598,1586,838,1814)
janmashtami-ad xyxy=(601,1898,1466,2343)
teaser-line: ದರ್ಶನ್ ಅಭಿಮಾನಿಗಳಿಗೆ ನಿರಾಶೆ ಮೂಡಿಸಿದೆ xyxy=(457,376,659,392)
ad-leader-photo-left xyxy=(865,2161,965,2339)
teaser-line: ಸ್ವಾತಂತ್ರ್ಯ ದಿನಾಚರಣೆಯಂದೇ ಸ್ವತಂತ್ರ xyxy=(457,331,626,348)
teaser-line: ಮಾಡುವವರ ವಿರುದ್ಧ ನಿರಂತರ ಹೋರಾಡಿ xyxy=(105,353,295,370)
dam-stat-label: ಗರಿಷ್ಠ ಮಟ್ಟ: xyxy=(50,788,92,800)
cm-headline-line-1: ಸಮಾಜಕ್ಕೆ ಮರಳಿ xyxy=(1200,427,1377,465)
raichur-text xyxy=(1094,1355,1466,1483)
dam-stat-label: ಒಳಹರಿವು: xyxy=(50,757,87,769)
bellary-subbox-line-2: ಅಭಿವೃದ್ಧಿಯತ್ತ ಸಾಗುತ್ತಿದೆ: xyxy=(605,1378,754,1399)
krishna-illustration xyxy=(620,1916,831,2328)
koppal-text xyxy=(857,1608,1224,1714)
dam-stat-value: 23,293 ಕ್ಯೂಸೆಕ್ xyxy=(122,757,191,769)
gold-bars-icon xyxy=(51,455,90,488)
contact-email[interactable]: enknbel@gmail.com xyxy=(524,67,676,82)
teaser-line: ದೊಡ್ಡವನಲ್ಲ: ದೇವರಾಜು ಮಾಡಿದಂತ xyxy=(1177,353,1353,370)
psi-byline: ಕನ್ನಡನಾಡು ಪ್ರತಿನಿಧಿಯಿಂದ xyxy=(287,2131,392,2145)
bellary-headline: ತ್ಯಾಗ, ಬಲಿದಾನಗಳ ಪ್ರತೀಕವೇ ಸ್ವಾತಂತ್ರ್ಯ xyxy=(161,1274,724,1325)
cm-headline xyxy=(1107,423,1469,563)
sahitya-headline-line-1: ಸಾಹಿತ್ಯ ಸಮ್ಮೇಳನ: ಶೀಘ್ರವೇ ಸ್ವಾಗತ ಸಮಿತಿ xyxy=(127,1645,513,1677)
lead-text-col-3 xyxy=(632,673,815,990)
teaser-line: ಸ್ವಾತಂತ್ರ್ಯ ಐಹುಮಾನವಲ್ಲ, ಭಾರಿ ಕಷ್ಟಪಟ್ಟು xyxy=(814,331,1011,348)
section-rule xyxy=(45,2067,595,2068)
dam-stat-value: 110,614ಕ್ಯೂಸೆಕ್ xyxy=(122,864,194,876)
teaser-line: ಕಡೆಯುಕೊಂಡ ಜೈಲು ಹಕ್ಕಿಯಾಗಿರುವುದು xyxy=(457,353,646,370)
districts-text: ಬಳ್ಳಾರಿ, ವಿಜಯನಗರ, ಬೆಂಗಳೂರು, ಕೊಪ್ಪಳ, ರಾಯಚೂರು, ಗದಗ, ತುಮಕೂರು, ಶಿವಮೊಗ್ಗ, ಚಿತ್ರದುರ್ಗ, ದಾವಣಗೆರೆ ಜಿಲ್ಲೆಗಳಲ್ಲಿ ಏಕಕಾಲಕ್ಕೆ ಪ್ರಕಟಿತ xyxy=(449,290,1065,305)
cartoon-title: ಸಿಡಿಗುಂಡು xyxy=(46,905,213,929)
